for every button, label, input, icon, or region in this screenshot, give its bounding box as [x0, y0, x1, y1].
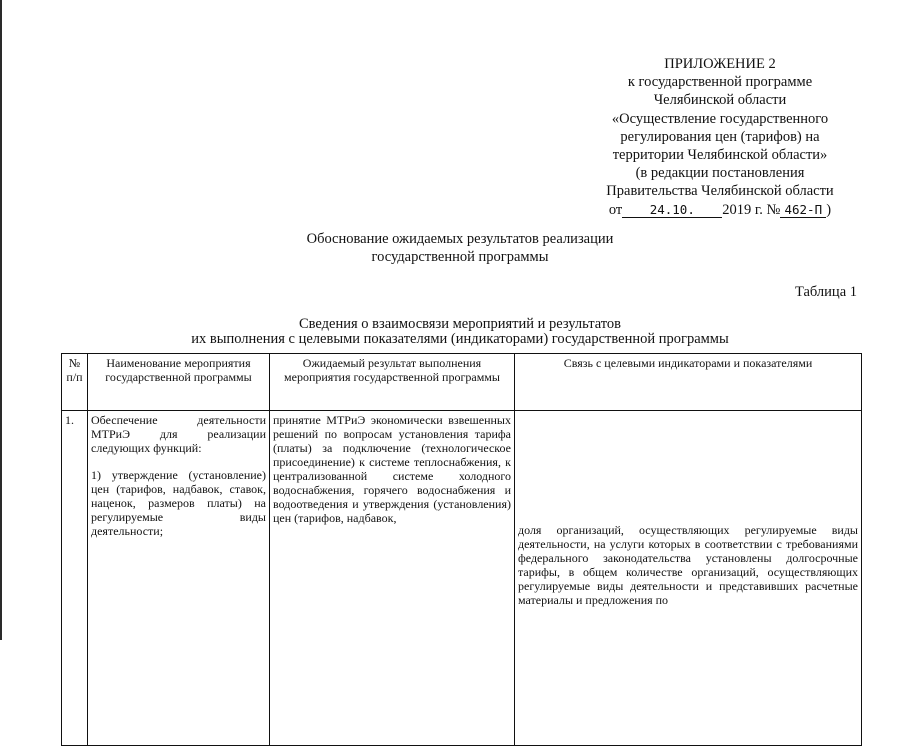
heading-line-1: Обоснование ожидаемых результатов реализации: [306, 231, 614, 247]
table-number-label: Таблица 1: [794, 284, 857, 300]
page-left-edge: [0, 0, 2, 640]
appendix-line: к государственной программе: [627, 74, 813, 91]
appendix-title: ПРИЛОЖЕНИЕ 2: [664, 56, 776, 72]
activity-item-1: 1) утверждение (установление) цен (тарифов, надбавок, ставок, наценок, размеров платы) на регулируемые виды деятельности;: [91, 468, 266, 538]
appendix-line: территории Челябинской области»: [612, 147, 828, 164]
indicators-table: [61, 353, 862, 746]
appendix-line: Челябинской области: [653, 92, 787, 109]
cell-result: принятие МТРиЭ экономически взвешенных решений по вопросам установления тарифа (платы) за подключение (технологическое присоединение) к системе теплоснабжения, к централизованной системе холодного водоснабжения, горячего водоснабжения и водоотведения и утверждения (установления) цен (тарифов, надбавок,: [270, 411, 515, 746]
header-indicators: Связь с целевыми индикаторами и показателями: [515, 354, 862, 411]
year-text: 2019 г. №: [722, 201, 781, 218]
cell-indicators: доля организаций, осуществляющих регулируемые виды деятельности, на услуги которых в соответствии с требованиями федерального законодательства установлены долгосрочные тарифы, в общем количестве организаций, осуществляющих регулируемые виды деятельности и представивших расчетные материалы и предложения по: [515, 411, 862, 746]
table-row: [62, 411, 862, 746]
header-num: № п/п: [62, 354, 88, 411]
appendix-line: (в редакции постановления: [635, 165, 805, 182]
cell-activity: [88, 411, 270, 746]
closing-paren: ): [826, 201, 832, 218]
header-result: Ожидаемый результат выполнения мероприятия государственной программы: [270, 354, 515, 411]
appendix-line: регулирования цен (тарифов) на: [620, 128, 820, 145]
table-title: [160, 317, 760, 347]
appendix-line: Правительства Челябинской области: [606, 183, 834, 200]
resolution-date-line: [560, 201, 880, 219]
table-title-line-2: их выполнения с целевыми показателями (индикаторами) государственной программы: [191, 331, 729, 347]
appendix-block: [560, 55, 880, 219]
resolution-number: 462-П: [780, 203, 826, 218]
resolution-date: 24.10.: [622, 203, 722, 218]
table-header-row: [62, 354, 862, 411]
header-activity: Наименование мероприятия государственной программы: [88, 354, 270, 411]
appendix-line: «Осуществление государственного: [611, 110, 829, 127]
activity-intro: Обеспечение деятельности МТРиЭ для реализации следующих функций:: [91, 413, 266, 455]
date-prefix: от: [608, 201, 623, 218]
section-heading: [290, 230, 630, 266]
table-title-line-1: Сведения о взаимосвязи мероприятий и результатов: [298, 316, 622, 332]
cell-num: 1.: [62, 411, 88, 746]
heading-line-2: государственной программы: [371, 249, 549, 265]
